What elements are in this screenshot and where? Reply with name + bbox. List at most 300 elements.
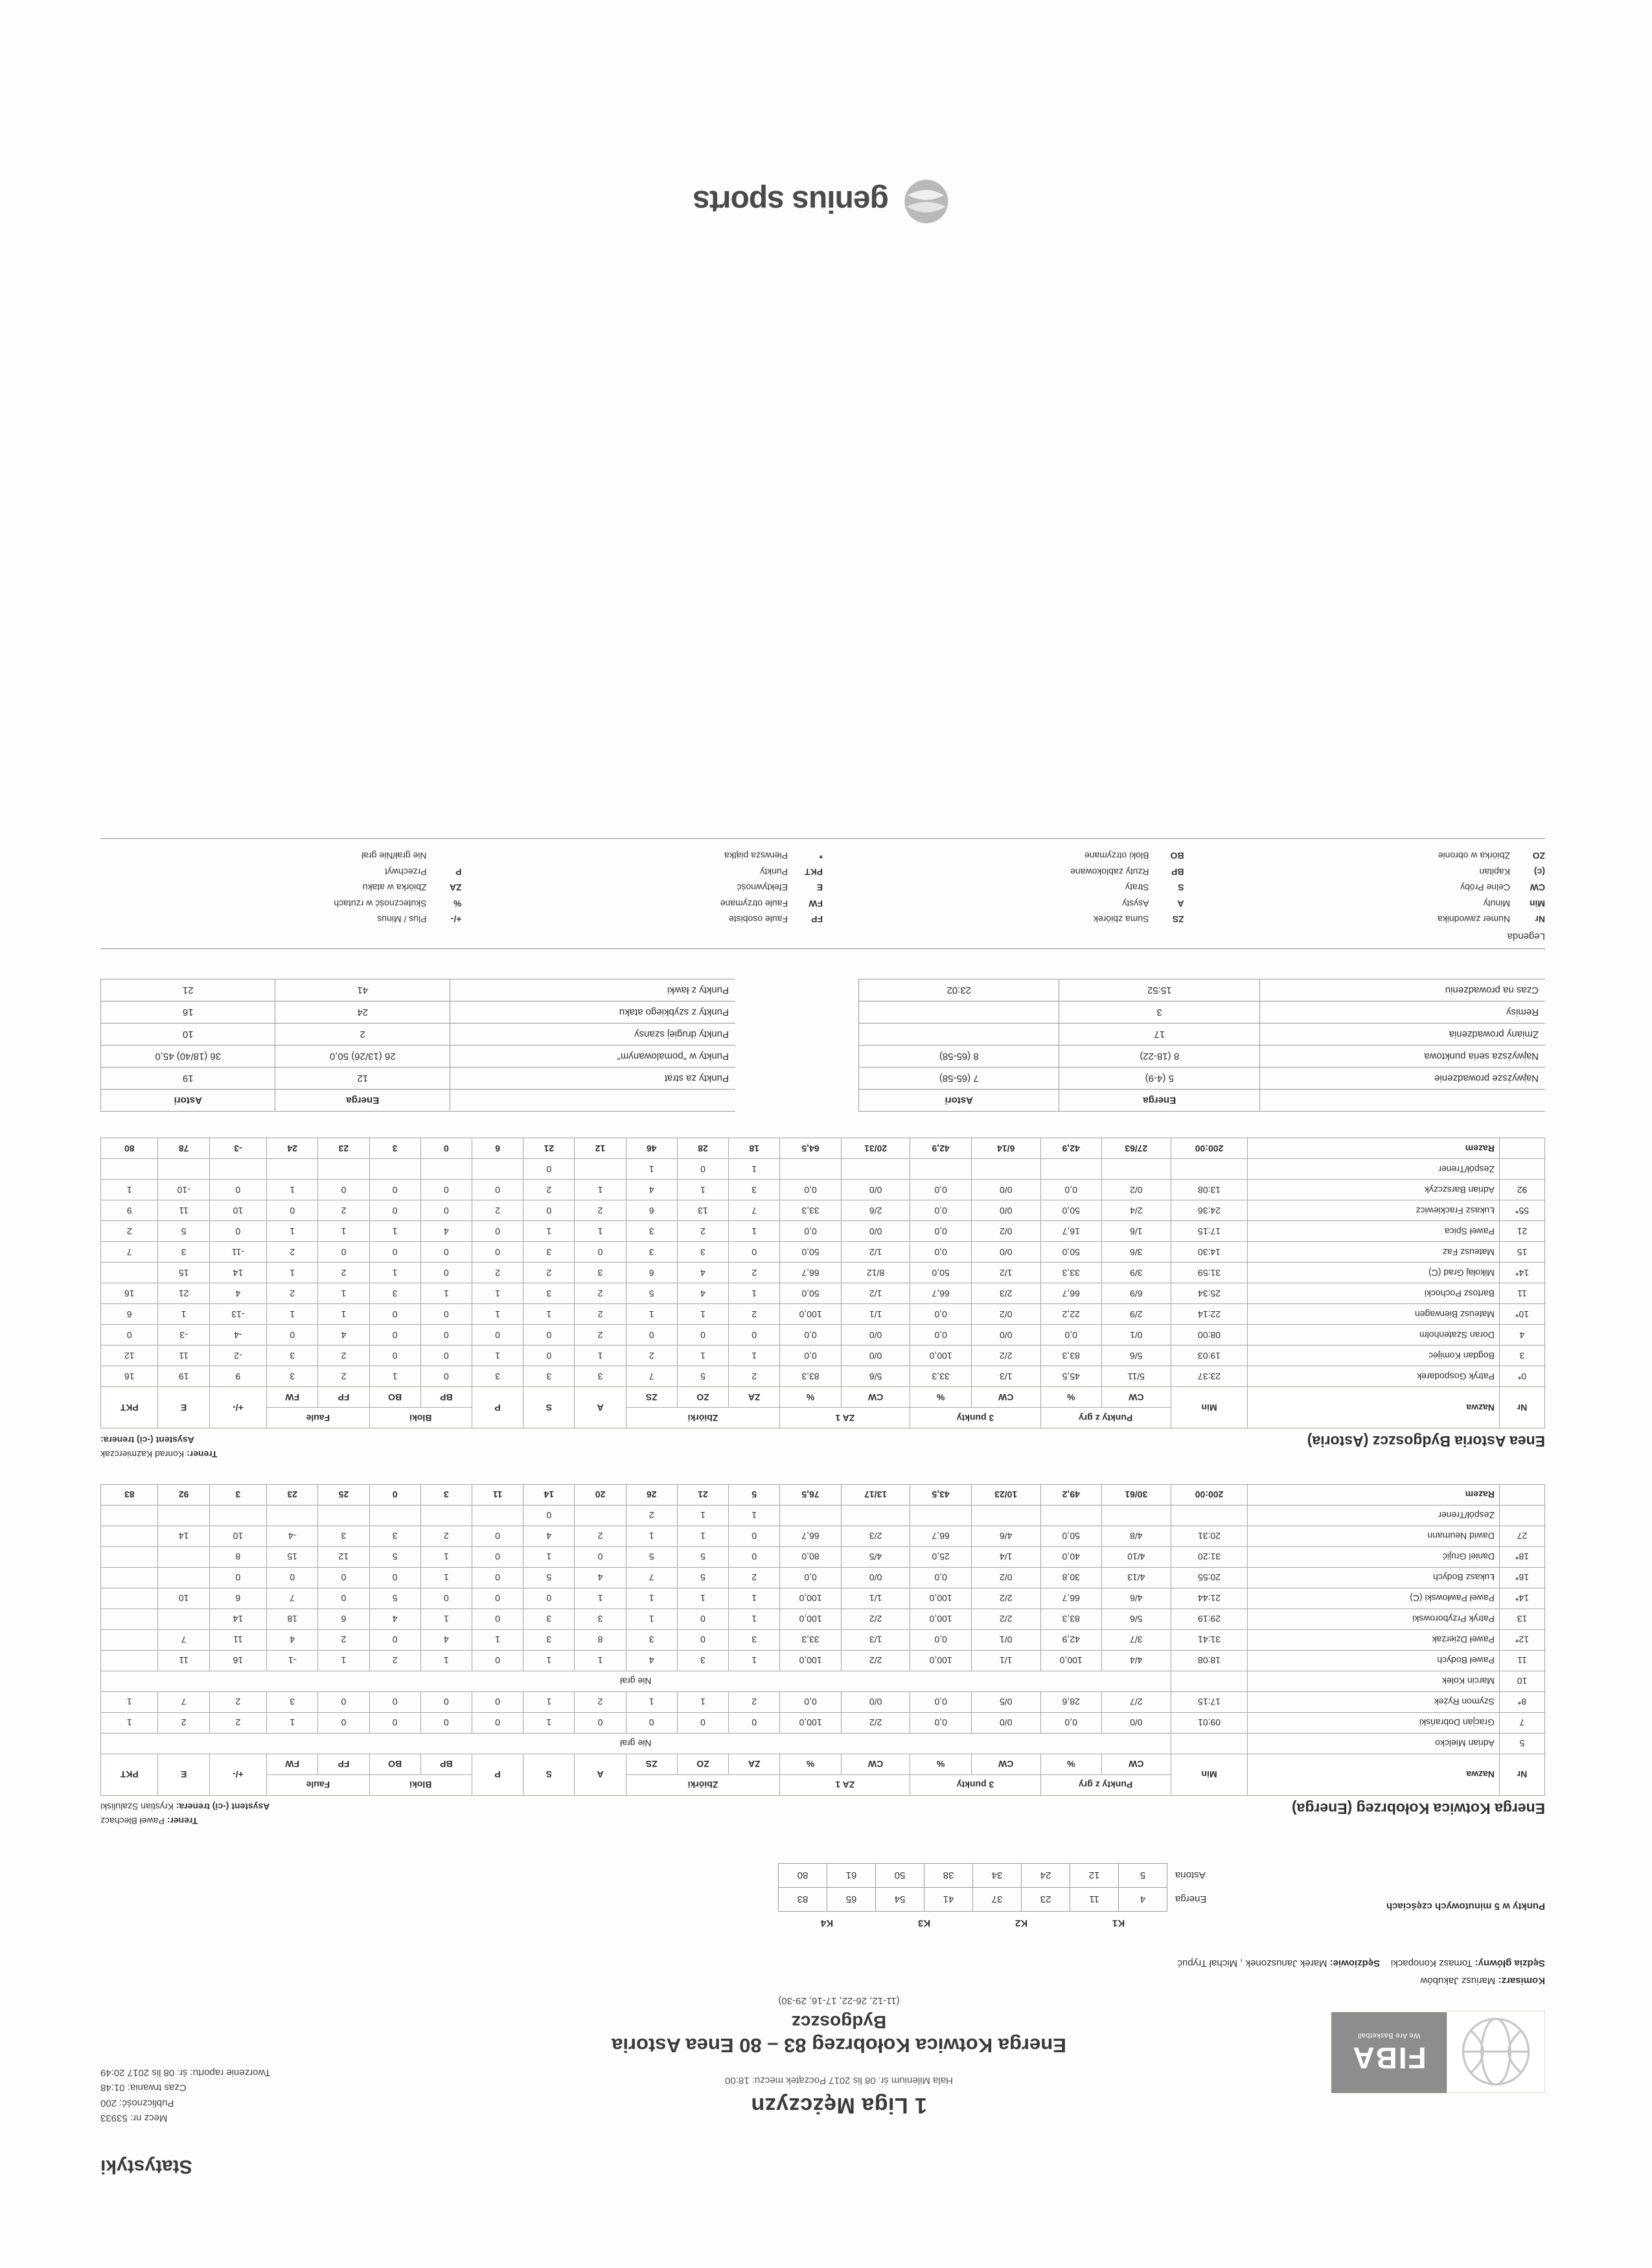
home-stat-cell: 0	[318, 1567, 369, 1588]
away-stat-cell: 0	[420, 1346, 472, 1366]
home-stat-cell: 4/8	[1101, 1526, 1171, 1546]
legend-value: Przechwyt	[384, 866, 427, 877]
legend-column	[823, 848, 1184, 928]
meta-match-number: Mecz nr: 53933	[100, 2113, 168, 2124]
legend-item	[823, 895, 1184, 911]
points-summary-header-away: Astori	[101, 1090, 276, 1112]
away-player-number: 0*	[1499, 1366, 1544, 1387]
home-stat-cell: 0	[472, 1691, 523, 1712]
home-stat-cell: 3	[523, 1609, 575, 1629]
home-th-ft-pct: %	[780, 1754, 841, 1774]
away-total-cell: 3	[369, 1138, 420, 1159]
away-total-cell: 24	[267, 1138, 318, 1159]
home-th-eff: E	[158, 1754, 209, 1795]
lead-summary-row-away	[859, 1002, 1060, 1024]
away-stat-cell: 2	[523, 1180, 575, 1200]
legend-item	[100, 895, 462, 911]
home-th-plusminus: +/-	[209, 1754, 266, 1795]
away-stat-cell: 0	[575, 1242, 626, 1263]
away-stat-cell: 2	[729, 1366, 780, 1387]
away-stat-cell: 1	[575, 1221, 626, 1242]
home-stat-cell: 0	[472, 1588, 523, 1609]
away-th-zs: ZS	[626, 1387, 677, 1408]
table-row	[101, 1263, 1545, 1283]
fiba-wordmark: FIBA	[1351, 2041, 1427, 2076]
away-th-pkt: PKT	[101, 1387, 159, 1428]
page-title: Statystyki	[100, 2156, 192, 2177]
home-stat-cell: 5	[523, 1567, 575, 1588]
five-min-cell: 24	[1022, 1864, 1070, 1888]
five-min-cell: 34	[973, 1864, 1022, 1888]
away-stat-cell: 1	[729, 1221, 780, 1242]
away-total-cell: 64,5	[780, 1138, 841, 1159]
away-stat-cell: 0/1	[1101, 1325, 1171, 1346]
home-stat-cell: 3	[267, 1691, 318, 1712]
table-row	[101, 1283, 1545, 1304]
away-total-cell: 27/63	[1101, 1138, 1171, 1159]
home-stat-cell: 33,3	[780, 1629, 841, 1650]
away-stat-cell: 0	[369, 1242, 420, 1263]
away-stat-cell: 3	[523, 1366, 575, 1387]
home-player-name: Dawid Neumann	[1248, 1526, 1499, 1546]
away-player-minutes: 23:37	[1171, 1366, 1248, 1387]
points-summary-table	[100, 979, 735, 1112]
home-stat-cell	[101, 1650, 159, 1671]
away-player-name: Patryk Gospodarek	[1248, 1366, 1499, 1387]
legend-key: BO	[1170, 851, 1184, 862]
away-stat-cell: 0	[420, 1304, 472, 1325]
home-stat-cell: 2/2	[971, 1588, 1040, 1609]
home-stat-cell: 0	[626, 1712, 677, 1733]
table-row	[101, 1671, 1545, 1691]
away-th-3p-pct: %	[910, 1387, 971, 1408]
points-summary-row	[101, 1046, 736, 1068]
home-stat-cell: 5	[369, 1588, 420, 1609]
away-stat-cell: 3	[677, 1242, 728, 1263]
lead-summary-row-label: Czas na prowadzeniu	[1260, 979, 1546, 1002]
away-stat-cell: 2/6	[841, 1200, 910, 1221]
home-th-min: Min	[1171, 1754, 1248, 1795]
five-min-cell: 12	[1070, 1864, 1119, 1888]
home-stat-cell: 2/3	[841, 1526, 910, 1546]
fiba-logo	[1331, 2012, 1545, 2093]
away-stat-cell: 66,7	[910, 1283, 971, 1304]
away-stat-cell: 0,0	[1040, 1180, 1101, 1200]
away-stat-cell: 3	[575, 1263, 626, 1283]
away-player-number: 15	[1499, 1242, 1544, 1263]
home-stat-cell: 1	[318, 1650, 369, 1671]
table-row	[101, 1650, 1545, 1671]
away-box-table	[100, 1138, 1545, 1428]
home-coach-label: Trener:	[166, 1816, 198, 1826]
away-stat-cell: 0/2	[971, 1221, 1040, 1242]
away-stat-cell: 6/9	[1101, 1283, 1171, 1304]
home-player-number: 18*	[1499, 1546, 1544, 1567]
away-stat-cell: -11	[209, 1242, 266, 1263]
home-bench-cell	[209, 1505, 266, 1526]
home-bench-minutes	[1171, 1505, 1248, 1526]
away-th-group-blocks: Bloki	[369, 1408, 472, 1428]
home-stat-cell: 3	[677, 1650, 728, 1671]
away-stat-cell: 4	[420, 1221, 472, 1242]
home-stat-cell: 5	[677, 1546, 728, 1567]
meta-attendance: Publiczność: 200	[100, 2097, 174, 2109]
away-stat-cell: 11	[158, 1200, 209, 1221]
home-stat-cell: 1	[729, 1650, 780, 1671]
away-stat-cell: 2/4	[1101, 1200, 1171, 1221]
away-stat-cell: 0	[318, 1180, 369, 1200]
away-th-za: ZA	[729, 1387, 780, 1408]
match-title-line2: Bydgoszcz	[791, 2012, 887, 2032]
home-th-name: Nazwa	[1248, 1754, 1499, 1795]
home-team-name: Energa Kotwica Kołobrzeg (Energa)	[1291, 1800, 1545, 1817]
home-stat-cell: 0	[318, 1691, 369, 1712]
lead-summary-row-label: Najwyższa seria punktowa	[1260, 1046, 1546, 1068]
home-player-name: Gracjan Dobrański	[1248, 1712, 1499, 1733]
legend-item	[1184, 911, 1546, 928]
away-stat-cell: 1/2	[841, 1242, 910, 1263]
away-stat-cell: 11	[158, 1346, 209, 1366]
away-stat-cell: 1	[472, 1304, 523, 1325]
home-stat-cell: 3	[318, 1526, 369, 1546]
home-stat-cell: 3	[729, 1629, 780, 1650]
five-min-col-k3: K3	[917, 1918, 931, 1929]
home-stat-cell: 0,0	[910, 1629, 971, 1650]
home-total-cell: 20	[575, 1484, 626, 1505]
table-row	[101, 1546, 1545, 1567]
home-stat-cell: 1	[677, 1588, 728, 1609]
away-player-minutes: 22:14	[1171, 1304, 1248, 1325]
away-stat-cell: 6	[626, 1263, 677, 1283]
away-stat-cell: 4	[626, 1180, 677, 1200]
away-stat-cell: 0	[101, 1325, 159, 1346]
lead-summary-row-away	[859, 1024, 1060, 1046]
away-player-name: Bogdan Komijec	[1248, 1346, 1499, 1366]
home-total-cell: 83	[101, 1484, 159, 1505]
home-stat-cell: 1/4	[971, 1546, 1040, 1567]
home-th-fg-cw: CW	[1101, 1754, 1171, 1774]
legend-value: Numer zawodnika	[1437, 914, 1510, 925]
legend-value: Punkty	[760, 866, 788, 877]
summary-tables	[100, 979, 1545, 1112]
away-total-cell: 28	[677, 1138, 728, 1159]
away-th-group-threes: 3 punkty	[910, 1408, 1040, 1428]
home-stat-cell: 2	[209, 1691, 266, 1712]
home-stat-cell: 7	[626, 1567, 677, 1588]
home-player-minutes: 29:19	[1171, 1609, 1248, 1629]
away-stat-cell: 1	[318, 1304, 369, 1325]
away-stat-cell: 0	[729, 1325, 780, 1346]
away-stat-cell: 0	[420, 1180, 472, 1200]
away-stat-cell: 0,0	[910, 1304, 971, 1325]
legend-key: S	[1178, 882, 1184, 893]
legend-column	[100, 848, 462, 928]
home-bench-cell: 1	[729, 1505, 780, 1526]
away-player-number: 14*	[1499, 1263, 1544, 1283]
legend-key: ZO	[1532, 851, 1545, 862]
home-player-minutes	[1171, 1733, 1248, 1754]
points-summary-row-label: Punkty w "pomalowanym"	[450, 1046, 736, 1068]
legend-value: Suma zbiórek	[1093, 914, 1149, 925]
away-stat-cell: 1	[267, 1180, 318, 1200]
legend-item	[100, 911, 462, 928]
away-stat-cell: 0	[369, 1180, 420, 1200]
away-stat-cell: 2	[626, 1346, 677, 1366]
home-stat-cell: 4/13	[1101, 1567, 1171, 1588]
legend-column	[1184, 848, 1546, 928]
points-summary-row-label: Punkty z szybkiego ataku	[450, 1002, 736, 1024]
away-stat-cell: 0	[369, 1200, 420, 1221]
away-stat-cell: 3	[626, 1221, 677, 1242]
table-row-bench	[101, 1505, 1545, 1526]
away-stat-cell: 1	[369, 1263, 420, 1283]
home-stat-cell: 100,0	[910, 1588, 971, 1609]
home-stat-cell: 1	[626, 1691, 677, 1712]
away-stat-cell: 1	[729, 1283, 780, 1304]
table-row	[101, 1200, 1545, 1221]
home-stat-cell: 0	[369, 1691, 420, 1712]
home-stat-cell: 0	[472, 1712, 523, 1733]
away-stat-cell: 0/0	[971, 1200, 1040, 1221]
away-stat-cell: 0	[267, 1325, 318, 1346]
table-row	[101, 1242, 1545, 1263]
home-stat-cell: 0	[472, 1546, 523, 1567]
legend-item	[823, 864, 1184, 880]
home-th-3p-pct: %	[910, 1754, 971, 1774]
legend-item	[1184, 864, 1546, 880]
table-row	[101, 1366, 1545, 1387]
points-summary-row	[101, 979, 736, 1002]
legend-value: Nie grał/Nie grał	[361, 851, 427, 862]
home-stat-cell: 0	[369, 1629, 420, 1650]
legend-key: +/-	[450, 914, 462, 925]
points-summary-row-home: 2	[275, 1024, 450, 1046]
home-stat-cell: 0	[729, 1546, 780, 1567]
home-stat-cell: 4	[420, 1629, 472, 1650]
away-stat-cell: 1	[677, 1346, 728, 1366]
home-stat-cell: 1	[101, 1691, 159, 1712]
away-stat-cell: 33,3	[1040, 1263, 1101, 1283]
away-bench-cell	[971, 1159, 1040, 1180]
away-stat-cell: -10	[158, 1180, 209, 1200]
home-stat-cell: 1	[575, 1588, 626, 1609]
away-stat-cell: 4	[677, 1263, 728, 1283]
home-stat-cell: 0	[369, 1567, 420, 1588]
legend-key: (c)	[1533, 866, 1545, 877]
legend-key: *	[819, 851, 823, 862]
legend-value: Faule osobiste	[728, 914, 788, 925]
away-bench-cell	[101, 1159, 159, 1180]
home-stat-cell: 0	[523, 1588, 575, 1609]
home-stat-cell: 0/2	[971, 1567, 1040, 1588]
away-stat-cell: 1/2	[841, 1283, 910, 1304]
home-stat-cell: 100,0	[780, 1712, 841, 1733]
home-stat-cell: 0	[420, 1691, 472, 1712]
table-row	[101, 1588, 1545, 1609]
legend-value: Minuty	[1483, 898, 1510, 909]
home-stat-cell: 1	[472, 1629, 523, 1650]
away-bench-cell	[158, 1159, 209, 1180]
home-total-cell: 76,5	[780, 1484, 841, 1505]
away-stat-cell: 9	[101, 1200, 159, 1221]
five-min-cell: 54	[876, 1888, 924, 1912]
home-stat-cell: 0,0	[910, 1712, 971, 1733]
away-stat-cell: 0	[523, 1325, 575, 1346]
genius-sports-logo	[693, 176, 952, 227]
table-row-total	[101, 1484, 1545, 1505]
legend-key: P	[455, 866, 462, 877]
table-row	[101, 1304, 1545, 1325]
legend-item	[462, 864, 823, 880]
away-stat-cell: 0	[626, 1325, 677, 1346]
away-stat-cell: 83,3	[1040, 1346, 1101, 1366]
legend-block	[100, 838, 1545, 950]
table-row	[101, 1346, 1545, 1366]
home-th-bp: BP	[420, 1754, 472, 1774]
table-row	[101, 1629, 1545, 1650]
legend-value: Skuteczność w rzutach	[334, 898, 427, 909]
away-total-cell: 42,9	[1040, 1138, 1101, 1159]
home-player-name: Marcin Kolek	[1248, 1671, 1499, 1691]
away-stat-cell: 1	[729, 1346, 780, 1366]
home-stat-cell: 0	[575, 1712, 626, 1733]
home-stat-cell: 30,8	[1040, 1567, 1101, 1588]
away-stat-cell: 1	[267, 1263, 318, 1283]
home-player-minutes: 18:08	[1171, 1650, 1248, 1671]
away-stat-cell: 50,0	[1040, 1200, 1101, 1221]
legend-value: Straty	[1125, 882, 1149, 893]
home-stat-cell	[158, 1609, 209, 1629]
away-stat-cell: 0/0	[971, 1242, 1040, 1263]
away-stat-cell: 2	[575, 1304, 626, 1325]
away-team-name: Enea Astoria Bydgoszcz (Astoria)	[1307, 1433, 1545, 1450]
home-total-cell: 11	[472, 1484, 523, 1505]
away-stat-cell: 1	[677, 1180, 728, 1200]
away-player-minutes: 24:36	[1171, 1200, 1248, 1221]
home-group-header-row	[101, 1774, 1545, 1795]
away-stat-cell: 5	[626, 1283, 677, 1304]
away-stat-cell: 2/3	[971, 1283, 1040, 1304]
away-total-cell: 6/14	[971, 1138, 1040, 1159]
points-summary-row-away: 21	[101, 979, 276, 1002]
home-stat-cell	[158, 1546, 209, 1567]
home-bench-cell	[1101, 1505, 1171, 1526]
away-bench-cell	[575, 1159, 626, 1180]
away-total-cell: 21	[523, 1138, 575, 1159]
away-stat-cell: 1/1	[841, 1304, 910, 1325]
away-stat-cell: 100,0	[780, 1304, 841, 1325]
lead-summary-row-home: 8 (18-22)	[1059, 1046, 1260, 1068]
away-stat-cell: 50,0	[780, 1283, 841, 1304]
away-player-name: Mateusz Bierwagen	[1248, 1304, 1499, 1325]
home-stat-cell: 3	[369, 1526, 420, 1546]
home-player-number: 16*	[1499, 1567, 1544, 1588]
home-th-fp: FP	[318, 1754, 369, 1774]
away-stat-cell: 2	[729, 1263, 780, 1283]
away-stat-cell: 5/6	[841, 1366, 910, 1387]
crew-chief-label: Sędzia główny:	[1474, 1958, 1545, 1969]
away-stat-cell: 50,0	[1040, 1242, 1101, 1263]
points-summary-row-away: 16	[101, 1002, 276, 1024]
league-title: 1 Liga Mężczyzn	[751, 2093, 928, 2118]
away-th-ft-pct: %	[780, 1387, 841, 1408]
home-stat-cell: 0/0	[1101, 1712, 1171, 1733]
points-summary-header-row	[101, 1090, 736, 1112]
away-stat-cell: 33,3	[780, 1200, 841, 1221]
legend-value: Bloki otrzymane	[1084, 851, 1149, 862]
home-assistant-label: Asystent (-ci) trenera:	[176, 1802, 270, 1813]
home-stat-cell: 5	[369, 1546, 420, 1567]
home-assistant-name: Krystian Szaluliski	[100, 1802, 174, 1813]
home-stat-cell: 83,3	[1040, 1609, 1101, 1629]
match-title: Energa Kotwica Kołobrzeg 83 – 80 Enea Astoria	[612, 2034, 1066, 2057]
home-th-fg-pct: %	[1040, 1754, 1101, 1774]
away-total-cell: 20/31	[841, 1138, 910, 1159]
home-th-3p-cw: CW	[971, 1754, 1040, 1774]
referees-names: Marek Januszonek , Michał Trypuć	[1177, 1958, 1327, 1969]
away-stat-cell: 0	[472, 1242, 523, 1263]
away-stat-cell: 0/0	[971, 1180, 1040, 1200]
away-total-cell: -3	[209, 1138, 266, 1159]
away-bench-cell	[472, 1159, 523, 1180]
home-stat-cell: 0	[472, 1567, 523, 1588]
legend-item	[1184, 895, 1546, 911]
away-player-minutes: 31:59	[1171, 1263, 1248, 1283]
home-stat-cell: 1	[420, 1567, 472, 1588]
away-stat-cell: 2	[575, 1283, 626, 1304]
home-stat-cell: 0	[420, 1712, 472, 1733]
lead-summary-header-blank	[1260, 1090, 1546, 1112]
legend-value: Plus / Minus	[377, 914, 427, 925]
away-stat-cell: 1	[420, 1283, 472, 1304]
away-stat-cell: 0	[523, 1200, 575, 1221]
away-stat-cell: 8/12	[841, 1263, 910, 1283]
away-th-p: P	[472, 1387, 523, 1428]
home-player-name: Daniel Grujić	[1248, 1546, 1499, 1567]
home-th-group-fieldgoals: Punkty z gry	[1040, 1774, 1171, 1795]
home-player-number: 14*	[1499, 1588, 1544, 1609]
away-stat-cell: 0	[420, 1242, 472, 1263]
away-coach-name: Konrad Każmierczak	[100, 1449, 185, 1460]
home-player-number: 13	[1499, 1609, 1544, 1629]
away-total-cell: 42,9	[910, 1138, 971, 1159]
home-stat-cell: 50,0	[1040, 1526, 1101, 1546]
away-stat-cell: 16	[101, 1366, 159, 1387]
points-summary-header-blank	[450, 1090, 736, 1112]
home-stat-cell: 4/4	[1101, 1650, 1171, 1671]
home-total-cell: 92	[158, 1484, 209, 1505]
five-minute-scoring	[100, 1851, 1545, 1935]
away-stat-cell: 2	[575, 1200, 626, 1221]
home-stat-cell: 11	[209, 1629, 266, 1650]
basketball-icon	[1447, 2011, 1545, 2093]
away-bench-cell	[910, 1159, 971, 1180]
five-min-cell: 50	[876, 1864, 924, 1888]
home-box-table	[100, 1484, 1545, 1796]
lead-summary-table	[858, 979, 1545, 1112]
lead-summary-row-home: 5 (4-9)	[1059, 1068, 1260, 1090]
away-total-label: Razem	[1248, 1138, 1499, 1159]
home-player-name: Paweł Dzierżak	[1248, 1629, 1499, 1650]
home-stat-cell: 4/6	[1101, 1588, 1171, 1609]
home-stat-cell: 2/2	[971, 1609, 1040, 1629]
home-stat-cell: 0	[472, 1609, 523, 1629]
legend-item	[462, 911, 823, 928]
home-stat-cell: 16	[209, 1650, 266, 1671]
commissioner-name: Mariusz Jakubów	[1420, 1975, 1496, 1986]
legend-key: FP	[811, 914, 823, 925]
away-stat-cell: 1/3	[971, 1366, 1040, 1387]
